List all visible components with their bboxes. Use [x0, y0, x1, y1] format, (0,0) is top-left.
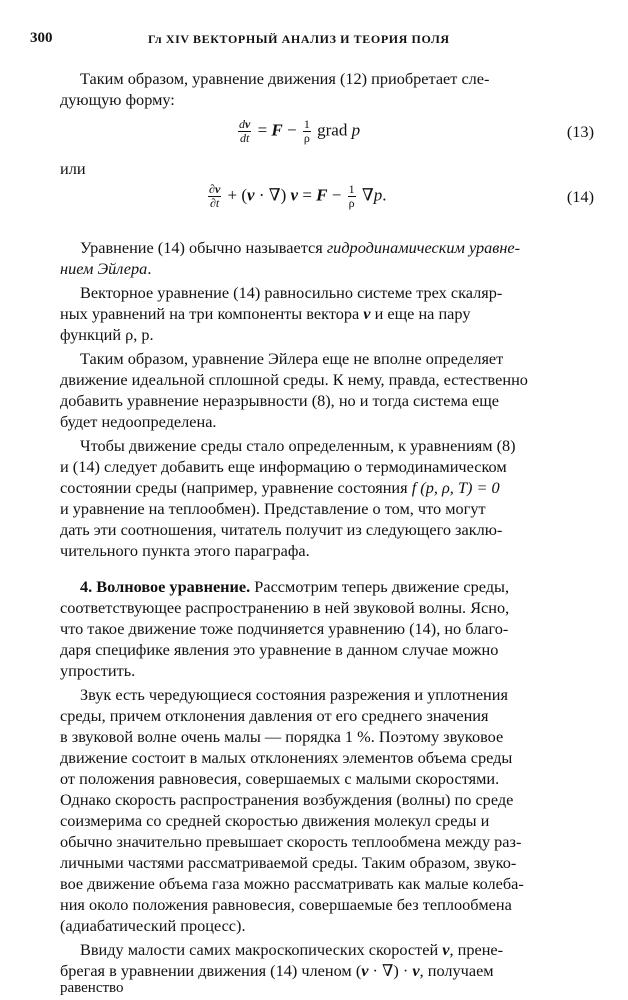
section4-line1-rest: Рассмотрим теперь движение среды,: [250, 577, 510, 596]
para3-line3: функций ρ, p.: [60, 325, 154, 344]
para3-line2: [60, 303, 594, 324]
para6-line4: движение состоит в малых отклонениях элементов объема среды: [60, 748, 513, 767]
para4-line3: добавить уравнение неразрывности (8), но и тогда система еще: [60, 391, 499, 410]
para3-line1: Векторное уравнение (14) равносильно системе трех скаляр-: [80, 283, 503, 302]
running-head: Гл XIV ВЕКТОРНЫЙ АНАЛИЗ И ТЕОРИЯ ПОЛЯ: [148, 32, 450, 46]
para7-line1a: Ввиду малости самих макроскопических скоростей: [80, 940, 443, 959]
para5-line2: и (14) следует добавить еще информацию о термодинамическом: [60, 457, 507, 476]
section4-line4: даря специфике явления это уравнение в данном случае можно: [60, 640, 499, 659]
para3-line2b: и еще на пару: [370, 304, 471, 323]
para6-line12: (адиабатический процесс).: [60, 916, 246, 935]
para5-line4: и уравнение на теплообмен). Представление о том, что могут: [60, 499, 486, 518]
para7-line1: [80, 939, 614, 960]
para5-line6: чительного пункта этого параграфа.: [60, 541, 310, 560]
page-number: 300: [30, 30, 53, 46]
vector-v: v: [363, 304, 371, 323]
para6-line1: Звук есть чередующиеся состояния разрежения и уплотнения: [80, 685, 508, 704]
para5-line3a: состоянии среды (например, уравнение состояния: [60, 478, 412, 497]
para7-line2a: брегая в уравнении движения (14) членом: [60, 961, 356, 980]
para2-line2-end: .: [147, 259, 152, 278]
para6-line8: обычно значительно превышает скорость теплообмена между раз-: [60, 832, 522, 851]
para6-line5: от положения равновесия, совершаемых с малыми скоростями.: [60, 769, 500, 788]
equation-14: $\frac{\partial v}{\partial t}$ + (v · ∇) v = F − $\frac{1}{\rho}$ ∇p.: [209, 182, 387, 210]
section4-line3: что такое движение тоже подчиняется уравнению (14), но благо-: [60, 619, 509, 638]
para6-line6: Однако скорость распространения возбуждения (волны) по среде: [60, 790, 514, 809]
para6-line9: личными частями рассматриваемой среды. Таким образом, звуко-: [60, 853, 517, 872]
para2-italic: гидродинамическим уравне-: [326, 238, 521, 257]
section4-line2: соответствующее распространению в ней звуковой волны. Ясно,: [60, 598, 510, 617]
para6-line2: среды, причем отклонения давления от его среднего значения: [60, 706, 489, 725]
para2-lead: Уравнение (14) обычно называется: [80, 238, 327, 257]
para1-line2: дующую форму:: [60, 90, 175, 109]
section4-title: 4. Волновое уравнение.: [80, 577, 251, 596]
para7-line3: равенство: [60, 980, 124, 996]
para2-line2-italic: нием Эйлера: [60, 259, 148, 278]
para5-line5: дать эти соотношения, читатель получит из следующего заклю-: [60, 520, 503, 539]
vector-v-2: v: [442, 940, 450, 959]
para6-line10: вое движение объема газа можно рассматривать как малые колеба-: [60, 874, 524, 893]
eq13-number: (13): [566, 122, 594, 141]
para5-line1: Чтобы движение среды стало определенным, к уравнениям (8): [80, 436, 516, 455]
para7-line2b: , получаем: [419, 961, 494, 980]
convective-term: (v · ∇) · v: [355, 961, 420, 980]
equation-13: $\frac{dv}{dt}$ = F − $\frac{1}{\rho}$ grad p: [239, 117, 361, 145]
para2-line1: [80, 237, 614, 258]
para6-line7: соизмерима со средней скоростью движения молекул среды и: [60, 811, 490, 830]
para6-line3: в звуковой волне очень малы — порядка 1 %. Поэтому звуковое: [60, 727, 504, 746]
para4-line4: будет недоопределена.: [60, 412, 217, 431]
section4-line1: [80, 576, 614, 597]
para6-line11: ния около положения равновесия, совершаемые без теплообмена: [60, 895, 512, 914]
para4-line2: движение идеальной сплошной среды. К нему, правда, естественно: [60, 370, 528, 389]
para3-line2a: ных уравнений на три компоненты вектора: [60, 304, 364, 323]
eq14-frac-dv-dt: $\frac{\partial v}{\partial t}$: [209, 182, 221, 210]
para2-line2: [60, 258, 594, 279]
section4-line5: упростить.: [60, 661, 136, 680]
para7-line1b: , прене-: [449, 940, 504, 959]
para4-line1: Таким образом, уравнение Эйлера еще не вполне определяет: [80, 349, 504, 368]
eq14-number: (14): [566, 187, 594, 206]
page-header: [30, 30, 600, 50]
eq13-frac-1-rho: $\frac{1}{\rho}$: [303, 117, 310, 145]
word-or: или: [60, 159, 86, 178]
para5-line3: [60, 477, 594, 498]
eq14-frac-1-rho: $\frac{1}{\rho}$: [348, 182, 355, 210]
state-equation: f (p, ρ, T) = 0: [411, 478, 500, 497]
eq13-frac-dv-dt: $\frac{dv}{dt}$: [239, 117, 251, 145]
para1-line1: Таким образом, уравнение движения (12) приобретает сле-: [80, 69, 490, 88]
